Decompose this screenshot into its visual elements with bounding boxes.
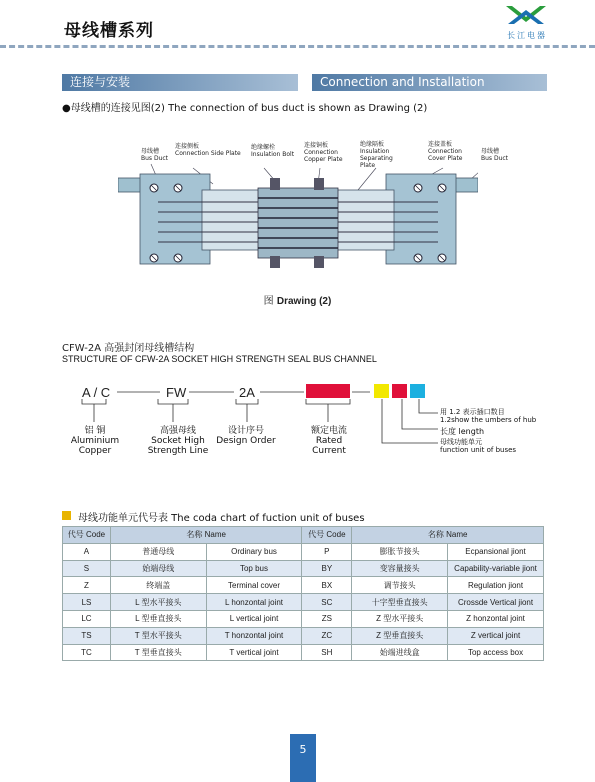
- label-function-unit: 母线功能单元 function unit of buses: [440, 438, 517, 454]
- table-row: [63, 644, 544, 661]
- label-socket-high: 高强母线 Socket High Strength Line: [147, 426, 209, 456]
- cell: T honzontal joint: [206, 627, 302, 644]
- function-unit-code-table: [62, 526, 544, 661]
- cell: Z 型水平接头: [352, 610, 448, 627]
- cell: 膨胀节接头: [352, 543, 448, 560]
- cell: Z 型垂直接头: [352, 627, 448, 644]
- cell: LS: [63, 594, 111, 611]
- cell: Z honzontal joint: [448, 610, 544, 627]
- cell: ZS: [302, 610, 352, 627]
- cell: Regulation jiont: [448, 577, 544, 594]
- cell: A: [63, 543, 111, 560]
- table-row: [63, 560, 544, 577]
- intro-text: [62, 99, 427, 114]
- label-separating-plate: 绝缘隔板 Insulation Separating Plate: [360, 141, 393, 169]
- code-ac: A / C: [82, 385, 111, 400]
- cell: L vertical joint: [206, 610, 302, 627]
- cell: T 型水平接头: [110, 627, 206, 644]
- intro-sentence: 母线槽的连接见图(2) The connection of bus duct is shown as Drawing (2): [70, 103, 428, 114]
- rated-current-block: [306, 384, 350, 398]
- table-header-row: [63, 527, 544, 544]
- cell: Top access box: [448, 644, 544, 661]
- cell: 始端进线盒: [352, 644, 448, 661]
- cell: L 型垂直接头: [110, 610, 206, 627]
- header-code: 代号 Code: [63, 527, 111, 544]
- cell: P: [302, 543, 352, 560]
- cell: T vertical joint: [206, 644, 302, 661]
- cell: S: [63, 560, 111, 577]
- table-row: [63, 577, 544, 594]
- label-bus-duct-left: 母线槽 Bus Duct: [141, 148, 169, 162]
- cell: 终端盖: [110, 577, 206, 594]
- table-title: 母线功能单元代号表 The coda chart of fuction unit of buses: [78, 513, 365, 524]
- label-bus-duct-right: 母线槽 Bus Duct: [481, 148, 509, 162]
- cell: SC: [302, 594, 352, 611]
- cell: 普通母线: [110, 543, 206, 560]
- label-design-order: 设计序号 Design Order: [216, 426, 276, 446]
- label-cover-plate: 连接盖板 Connection Cover Plate: [428, 141, 463, 162]
- header-code: 代号 Code: [302, 527, 352, 544]
- cell: Z vertical joint: [448, 627, 544, 644]
- cell: L honzontal joint: [206, 594, 302, 611]
- page-header-title: 母线槽系列: [64, 21, 154, 41]
- cell: Top bus: [206, 560, 302, 577]
- cell: T 型垂直接头: [110, 644, 206, 661]
- cell: 十字型垂直接头: [352, 594, 448, 611]
- cell: 调节接头: [352, 577, 448, 594]
- header-divider: [0, 45, 595, 48]
- cell: L 型水平接头: [110, 594, 206, 611]
- cell: LC: [63, 610, 111, 627]
- table-row: [63, 627, 544, 644]
- header-name: 名称 Name: [352, 527, 544, 544]
- drawing-caption: 图 Drawing (2): [263, 296, 332, 307]
- section-bar-cn: 连接与安装: [62, 74, 298, 91]
- page-number: 5: [290, 734, 316, 782]
- cell: Crossde Vertical jiont: [448, 594, 544, 611]
- logo-text: 长江电器: [507, 31, 547, 40]
- code-fw: FW: [166, 385, 187, 400]
- section-bar-en: Connection and Installation: [312, 74, 547, 91]
- label-side-plate: 连接侧板 Connection Side Plate: [175, 143, 241, 157]
- cell: Ordinary bus: [206, 543, 302, 560]
- structure-title-cn: CFW-2A 高强封闭母线槽结构: [62, 343, 195, 354]
- bus-duct-connection-drawing: [118, 160, 478, 280]
- hub-count-block: [410, 384, 425, 398]
- header-name: 名称 Name: [110, 527, 301, 544]
- cell: Terminal cover: [206, 577, 302, 594]
- cell: SH: [302, 644, 352, 661]
- cell: BY: [302, 560, 352, 577]
- table-title-marker: [62, 511, 71, 520]
- cell: Z: [63, 577, 111, 594]
- table-row: [63, 610, 544, 627]
- cell: 变容量接头: [352, 560, 448, 577]
- label-hub-count: 用 1.2 表示插口数目 1.2show the umbers of hub: [440, 408, 537, 424]
- cell: Ecpansional jiont: [448, 543, 544, 560]
- label-insulation-bolt: 绝缘螺栓 Insulation Bolt: [251, 144, 295, 158]
- table-row: [63, 594, 544, 611]
- cell: TS: [63, 627, 111, 644]
- code-2a: 2A: [239, 385, 255, 400]
- table-row: [63, 543, 544, 560]
- cell: BX: [302, 577, 352, 594]
- cell: 始端母线: [110, 560, 206, 577]
- structure-title-en: STRUCTURE OF CFW-2A SOCKET HIGH STRENGTH SEAL BUS CHANNEL: [62, 354, 377, 364]
- bullet-icon: ●: [62, 103, 71, 114]
- cell: ZC: [302, 627, 352, 644]
- cell: Capability-variable jiont: [448, 560, 544, 577]
- length-block: [392, 384, 407, 398]
- label-rated-current: 额定电流 Rated Current: [310, 426, 347, 456]
- label-aluminium-copper: 铝 铜 Aluminium Copper: [70, 426, 120, 456]
- label-length: 长度 length: [440, 427, 485, 436]
- label-copper-plate: 连接铜板 Connection Copper Plate: [304, 142, 343, 163]
- cell: TC: [63, 644, 111, 661]
- function-unit-block: [374, 384, 389, 398]
